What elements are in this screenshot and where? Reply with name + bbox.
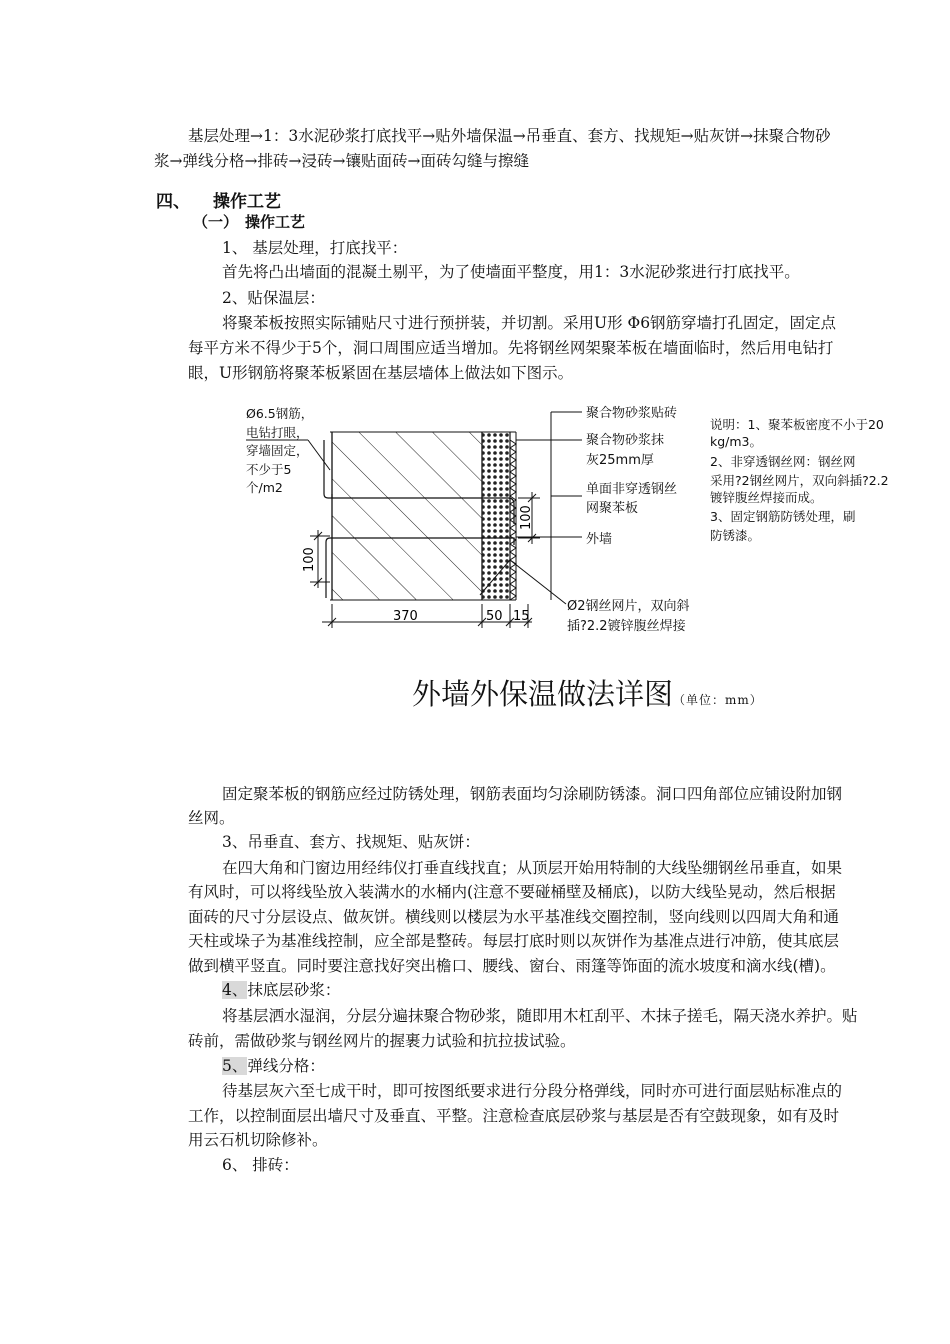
step5-body-line: 工作，以控制面层出墙尺寸及垂直、平整。注意检查底层砂浆与基层是否有空鼓现象，如有及时 [188,1107,840,1125]
process-flow-line-1: 基层处理→1：3水泥砂浆打底找平→贴外墙保温→吊垂直、套方、找规矩→贴灰饼→抹聚合物砂 [188,127,831,145]
svg-text:个/m2: 个/m2 [246,480,283,495]
figure-title [412,672,763,713]
svg-text:外墙: 外墙 [586,532,613,547]
step3-body-line: 在四大角和门窗边用经纬仪打垂直线找直；从顶层开始用特制的大线坠绷钢丝吊垂直，如果 [222,859,843,877]
step1-body: 首先将凸出墙面的混凝土剔平，为了使墙面平整度，用1：3水泥砂浆进行打底找平。 [222,263,800,281]
wall-section [332,432,482,600]
svg-text:Ø6.5钢筋，: Ø6.5钢筋， [246,406,314,421]
step5-body-line: 待基层灰六至七成干时，即可按图纸要求进行分段分格弹线，同时亦可进行面层贴标准点的 [222,1082,843,1100]
step6-heading: 6、 排砖： [222,1156,299,1174]
process-flow-line-2: 浆→弹线分格→排砖→浸砖→镶贴面砖→面砖勾缝与擦缝 [154,152,529,170]
svg-text:灰25mm厚: 灰25mm厚 [586,453,654,468]
step4-heading-row [222,978,340,1002]
subsection-title: 操作工艺 [245,213,306,231]
subsection-number: （一） [193,213,239,231]
right-spacing-label: 100 [519,505,534,530]
svg-text:网聚苯板: 网聚苯板 [586,501,639,516]
component-labels [567,405,690,634]
step5-number: 5、 [222,1057,248,1075]
svg-text:聚合物砂浆贴砖: 聚合物砂浆贴砖 [586,406,678,421]
para-after-line: 固定聚苯板的钢筋应经过防锈处理，钢筋表面均匀涂刷防锈漆。洞口四角部位应铺设附加钢 [222,785,843,803]
svg-text:聚合物砂浆抹: 聚合物砂浆抹 [586,433,665,448]
step2-heading: 2、贴保温层： [222,289,325,307]
section-title: 操作工艺 [213,192,281,212]
left-note [246,406,313,495]
left-note-leader [308,440,330,470]
step3-body-line: 有风时，可以将线坠放入装满水的水桶内(注意不要碰桶壁及桶底)，以防大线坠晃动，然后根据 [188,883,836,901]
step4-body-line: 将基层洒水湿润，分层分遍抹聚合物砂浆，随即用木杠刮平、木抹子搓毛，隔天浇水养护。贴 [222,1007,858,1025]
left-spacing-label: 100 [302,547,317,572]
svg-text:不少于5: 不少于5 [246,462,292,477]
step2-body-line: 眼，U形钢筋将聚苯板紧固在基层墙体上做法如下图示。 [188,364,574,382]
dim-panel-label: 50 [486,609,503,624]
step4-body-line: 砖前，需做砂浆与钢丝网片的握裹力试验和抗拉拔试验。 [188,1032,576,1050]
svg-text:电钻打眼，: 电钻打眼， [246,425,309,440]
step2-body-line: 每平方米不得少于5个，洞口周围应适当增加。先将钢丝网架聚苯板在墙面临时，然后用电钻打 [188,339,834,357]
svg-text:2、非穿透钢丝网：钢丝网: 2、非穿透钢丝网：钢丝网 [710,454,856,469]
step5-heading-row [222,1054,325,1078]
svg-text:kg/m3。: kg/m3。 [710,434,763,449]
step3-body-line: 做到横平竖直。同时要注意找好突出檐口、腰线、窗台、雨篷等饰面的流水坡度和滴水线(槽)。 [188,957,836,975]
step1-heading: 1、 基层处理，打底找平： [222,239,408,257]
step4-heading: 抹底层砂浆： [247,981,341,999]
step5-heading: 弹线分格： [247,1057,325,1075]
svg-text:说明：1、聚苯板密度不小于20: 说明：1、聚苯板密度不小于20 [710,417,884,432]
svg-text:插?2.2镀锌腹丝焊接: 插?2.2镀锌腹丝焊接 [567,619,686,634]
figure-title-text: 外墙外保温做法详图 [412,677,674,711]
step3-body-line: 面砖的尺寸分层设点、做灰饼。横线则以楼层为水平基准线交圈控制，竖向线则以四周大角和通 [188,908,840,926]
para-after-line: 丝网。 [188,809,235,827]
figure-notes [710,417,889,543]
svg-text:Ø2钢丝网片，双向斜: Ø2钢丝网片，双向斜 [567,599,690,614]
step4-number: 4、 [222,981,248,999]
svg-text:3、固定钢筋防锈处理，刷: 3、固定钢筋防锈处理，刷 [710,509,856,524]
svg-text:镀锌腹丝焊接而成。: 镀锌腹丝焊接而成。 [710,490,823,505]
step3-heading: 3、吊垂直、套方、找规矩、贴灰饼： [222,833,480,851]
dim-plaster-label: 15 [513,609,530,624]
figure-unit: （单位：mm） [673,693,763,707]
step2-body-line: 将聚苯板按照实际铺贴尺寸进行预拼装，并切割。采用U形 Φ6钢筋穿墙打孔固定，固定点 [222,314,837,332]
insulation-detail-figure [0,0,950,670]
dim-wall-label: 370 [393,609,418,624]
svg-text:单面非穿透钢丝: 单面非穿透钢丝 [586,482,678,497]
step5-body-line: 用云石机切除修补。 [188,1131,328,1149]
svg-text:穿墙固定，: 穿墙固定， [246,443,309,458]
eps-panel-section [482,432,516,600]
step3-body-line: 天柱或垛子为基准线控制，应全部是整砖。每层打底时则以灰饼作为基准点进行冲筋，使其底层 [188,932,840,950]
svg-text:采用?2钢丝网片，双向斜插?2.2: 采用?2钢丝网片，双向斜插?2.2 [710,473,889,488]
section-number: 四、 [156,192,190,212]
svg-text:防锈漆。: 防锈漆。 [710,528,761,543]
